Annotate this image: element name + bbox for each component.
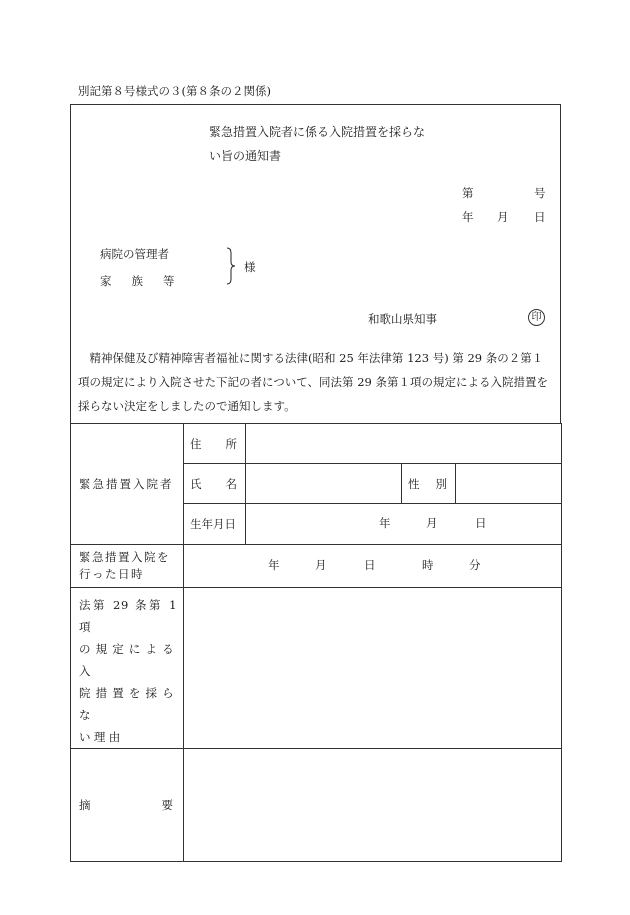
sex-label: 性 別 [402,464,456,504]
reason-field[interactable] [184,588,562,749]
notice-body-text: 精神保健及び精神障害者福祉に関する法律(昭和 25 年法律第 123 号) 第 29 条の２第１項の規定により入院させた下記の者について、同法第 29 条第１項の規定による入院措置を採らない決定をしましたので通知します。 [78,351,548,413]
admission-month: 月 [315,558,327,572]
admission-year: 年 [268,558,280,572]
address-field[interactable] [246,424,562,464]
remarks-field[interactable] [184,749,562,862]
admission-hour: 時 [422,558,434,572]
remarks-label: 摘 要 [71,749,184,862]
reason-label: 法第 29 条第 1 項 の規定による入 院措置を採らな い理由 [71,588,184,749]
name-label: 氏 名 [184,464,246,504]
issue-date-year: 年 [462,210,474,224]
name-field[interactable] [246,464,402,504]
notice-details-table [70,423,562,862]
document-number-suffix: 号 [534,186,546,200]
admission-day: 日 [364,558,376,572]
addressee-family [100,276,175,288]
seal-icon: 印 [528,309,545,326]
patient-label: 緊急措置入院者 [71,424,184,545]
issue-date-day: 日 [534,210,546,224]
table-row [71,545,562,588]
document-number-prefix: 第 [462,186,474,200]
document-title-line2: い旨の通知書 [209,149,282,163]
sex-field[interactable] [456,464,562,504]
dob-day: 日 [475,516,487,530]
form-reference: 別記第８号様式の３(第８条の２関係) [78,84,271,98]
admission-datetime-field[interactable] [184,545,562,588]
dob-label: 生年月日 [184,504,246,545]
addressee-family-char: 等 [163,274,175,288]
addressee-honorific: 様 [244,260,256,274]
addressee-hospital-manager: 病院の管理者 [100,247,169,261]
dob-field[interactable] [246,504,562,545]
admission-datetime-label: 緊急措置入院を 行った日時 [71,545,184,588]
addressee-family-char: 家 [100,274,112,288]
issuer-name: 和歌山県知事 [368,312,437,326]
table-row [71,749,562,862]
issue-date-month: 月 [497,210,509,224]
table-row [71,588,562,749]
document-title-line1: 緊急措置入院者に係る入院措置を採らな [209,125,426,139]
addressee-family-char: 族 [131,274,143,288]
dob-month: 月 [426,516,438,530]
right-brace-icon [226,247,236,285]
dob-year: 年 [379,516,391,530]
admission-minute: 分 [469,558,481,572]
table-row [71,424,562,464]
address-label: 住 所 [184,424,246,464]
